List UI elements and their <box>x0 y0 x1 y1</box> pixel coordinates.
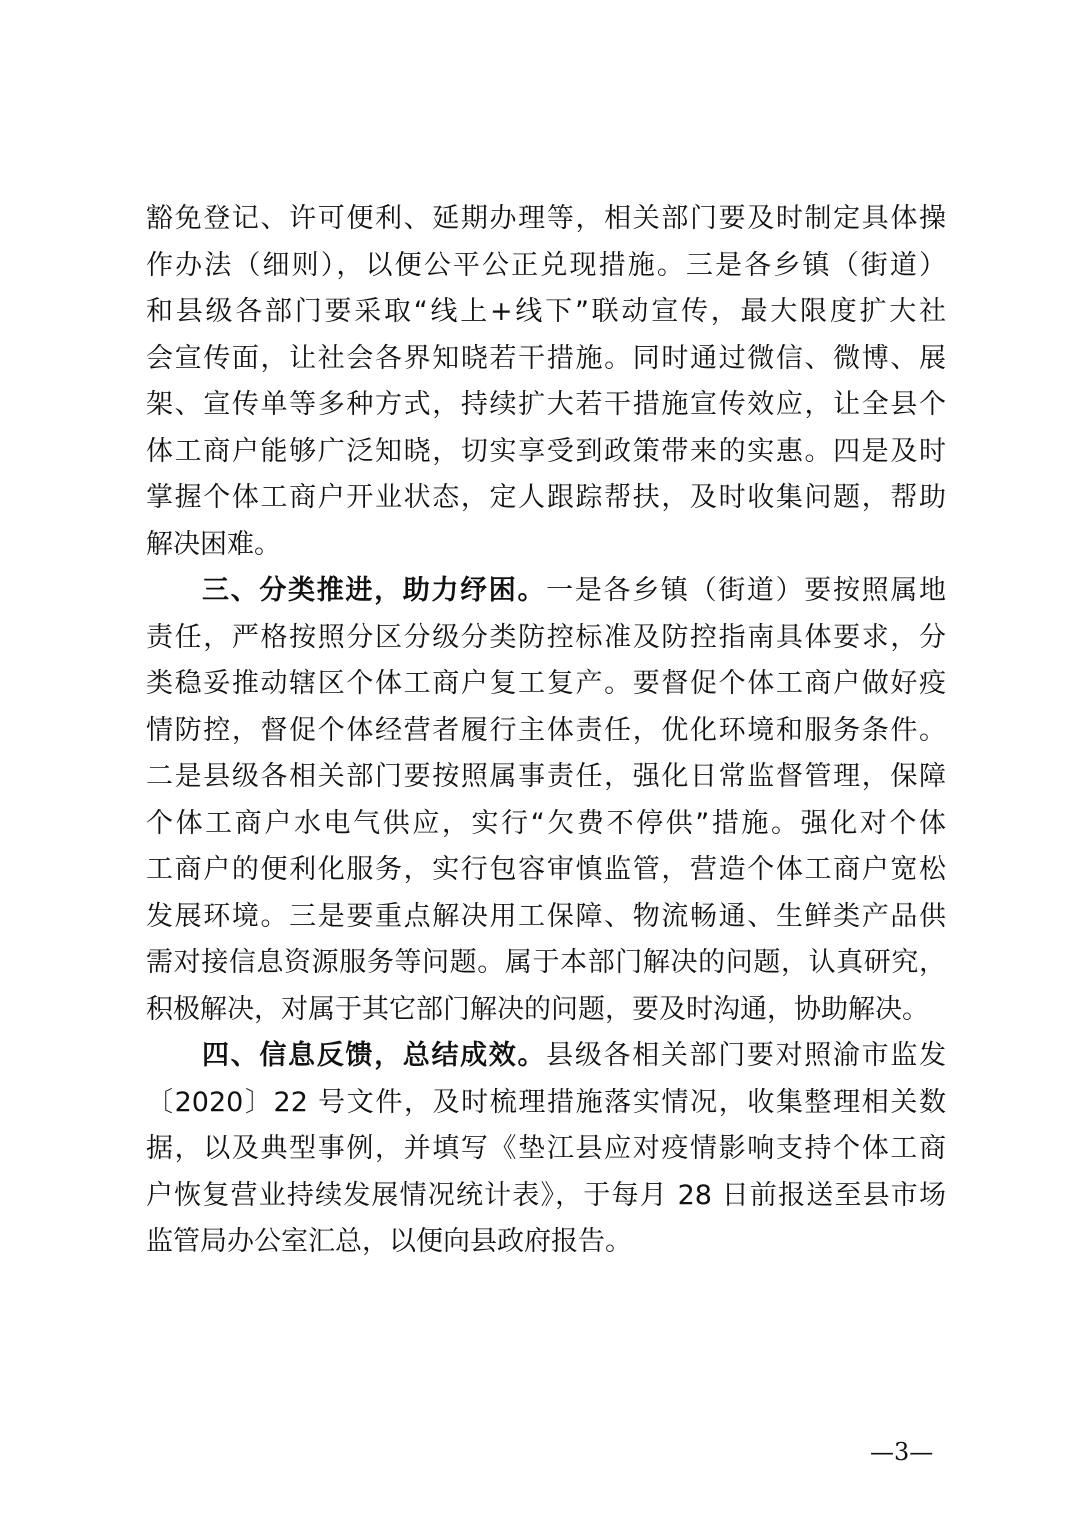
text-line <box>146 568 946 615</box>
text-line: 情防控，督促个体经营者履行主体责任，优化环境和服务条件。 <box>146 714 946 746</box>
heading-continuation: 县级各相关部门要对照渝市监发 <box>546 1040 947 1071</box>
text-line: 架、宣传单等多种方式，持续扩大若干措施宣传效应，让全县个 <box>146 389 946 420</box>
paragraph <box>146 1033 946 1266</box>
document-body <box>146 196 946 1266</box>
text-line: 类稳妥推动辖区个体工商户复工复产。要督促个体工商户做好疫 <box>146 668 946 699</box>
text-line: 和县级各部门要采取“线上+线下”联动宣传，最大限度扩大社 <box>146 296 946 327</box>
text-line: 需对接信息资源服务等问题。属于本部门解决的问题，认真研究， <box>146 947 946 978</box>
text-line: 工商户的便利化服务，实行包容审慎监管，营造个体工商户宽松 <box>146 854 946 885</box>
text-line: 掌握个体工商户开业状态，定人跟踪帮扶，及时收集问题，帮助 <box>146 482 946 513</box>
section-heading: 四、信息反馈，总结成效。 <box>202 1040 547 1071</box>
text-line: 个体工商户水电气供应，实行“欠费不停供”措施。强化对个体 <box>146 807 946 839</box>
text-line: 〔2020〕22 号文件，及时梳理措施落实情况，收集整理相关数 <box>146 1086 946 1118</box>
text-line: 二是县级各相关部门要按照属事责任，强化日常监督管理，保障 <box>146 761 946 792</box>
section-heading: 三、分类推进，助力纾困。 <box>202 575 547 606</box>
text-line: 据，以及典型事例，并填写《垫江县应对疫情影响支持个体工商 <box>146 1133 946 1164</box>
text-line: 户恢复营业持续发展情况统计表》，于每月 28 日前报送至县市场 <box>146 1179 946 1211</box>
text-line: 作办法（细则），以便公平公正兑现措施。三是各乡镇（街道） <box>146 249 946 281</box>
text-line: 监管局办公室汇总，以便向县政府报告。 <box>146 1226 632 1257</box>
page-number: —3— <box>870 1438 934 1466</box>
heading-continuation: 一是各乡镇（街道）要按照属地 <box>546 575 947 606</box>
text-line <box>146 1033 946 1080</box>
text-line: 责任，严格按照分区分级分类防控标准及防控指南具体要求，分 <box>146 621 946 653</box>
text-line: 体工商户能够广泛知晓，切实享受到政策带来的实惠。四是及时 <box>146 435 946 467</box>
text-line: 会宣传面，让社会各界知晓若干措施。同时通过微信、微博、展 <box>146 342 946 374</box>
text-line: 解决困难。 <box>146 528 281 560</box>
paragraph <box>146 568 946 1033</box>
paragraph <box>146 196 946 568</box>
text-line: 豁免登记、许可便利、延期办理等，相关部门要及时制定具体操 <box>146 203 946 234</box>
text-line: 发展环境。三是要重点解决用工保障、物流畅通、生鲜类产品供 <box>146 900 946 932</box>
text-line: 积极解决，对属于其它部门解决的问题，要及时沟通，协助解决。 <box>146 993 929 1025</box>
